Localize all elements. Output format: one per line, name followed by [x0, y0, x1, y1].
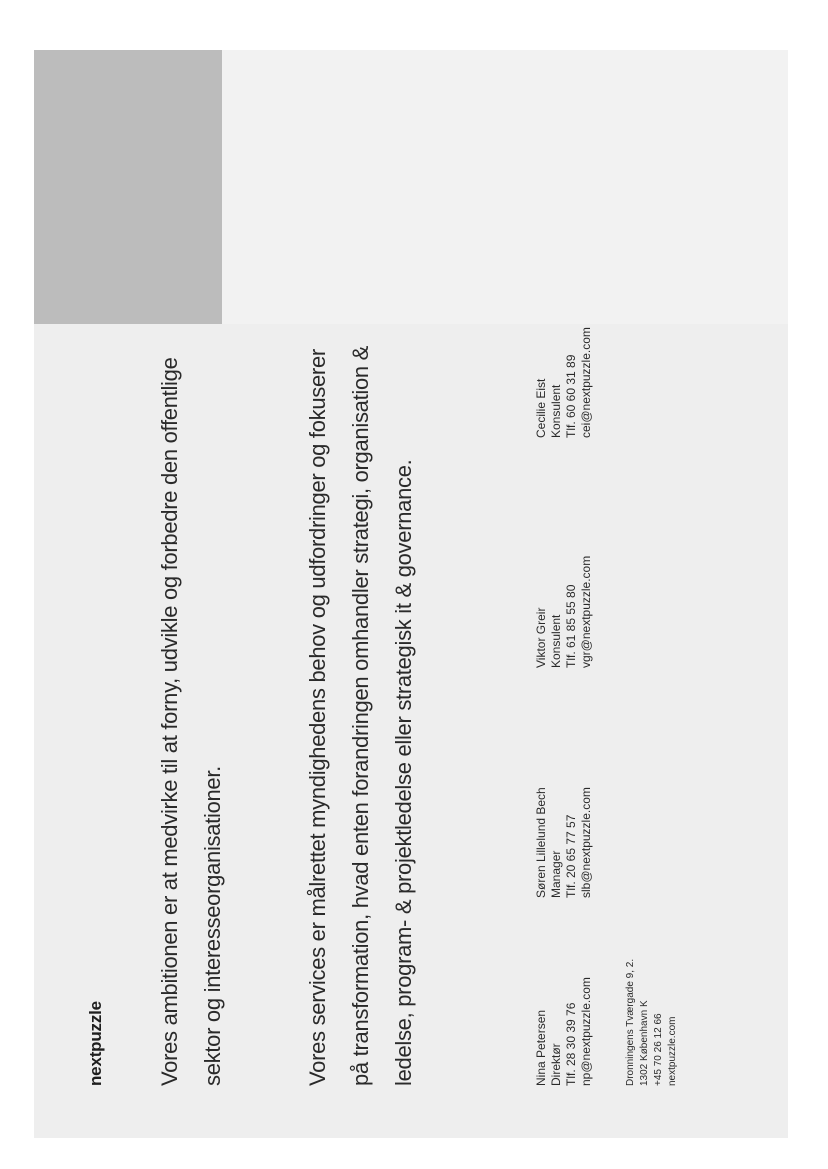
address-phone: +45 70 26 12 66 — [653, 1013, 664, 1086]
contact-phone: Tlf. 61 85 55 80 — [564, 584, 578, 668]
rotated-content — [34, 50, 788, 1138]
contact-name: Viktor Greir — [534, 607, 548, 668]
contact-card — [534, 886, 594, 1086]
contact-title: Manager — [549, 850, 563, 898]
contact-name: Cecilie Eist — [534, 378, 548, 438]
contact-title: Konsulent — [549, 384, 563, 438]
contact-card — [534, 698, 594, 898]
contact-name: Nina Petersen — [534, 1009, 548, 1086]
contact-email[interactable]: np@nextpuzzle.com — [579, 977, 593, 1086]
contact-email[interactable]: slb@nextpuzzle.com — [579, 787, 593, 898]
intro-paragraph: Vores ambitionen er at medvirke til at forny, udvikle og forbedre den offentlige sektor og interesseorganisationer. — [157, 357, 225, 1086]
contact-phone: Tlf. 60 60 31 89 — [564, 354, 578, 438]
address-street: Dronningens Tværgade 9, 2. — [625, 958, 636, 1086]
contact-phone: Tlf. 28 30 39 76 — [564, 1002, 578, 1086]
services-paragraph: Vores services er målrettet myndighedens behov og udfordringer og fokuserer på transformation, hvad enten forandringen omhandler strategi, organisation & ledelse, program- & projektledelse eller strategisk it & governance. — [305, 345, 416, 1086]
contact-title: Direktør — [549, 1043, 563, 1086]
contact-email[interactable]: cei@nextpuzzle.com — [579, 327, 593, 438]
contact-card — [534, 238, 594, 438]
brand-logo: nextpuzzle — [86, 1001, 105, 1086]
contact-phone: Tlf. 20 65 77 57 — [564, 814, 578, 898]
address-web[interactable]: nextpuzzle.com — [667, 1016, 678, 1086]
contact-card — [534, 468, 594, 668]
address-city: 1302 København K — [639, 1000, 650, 1086]
company-address — [624, 866, 680, 1086]
contact-email[interactable]: vgr@nextpuzzle.com — [579, 555, 593, 668]
brochure-page — [34, 50, 788, 1138]
contact-title: Konsulent — [549, 614, 563, 668]
contact-name: Søren Lillelund Bech — [534, 787, 548, 898]
